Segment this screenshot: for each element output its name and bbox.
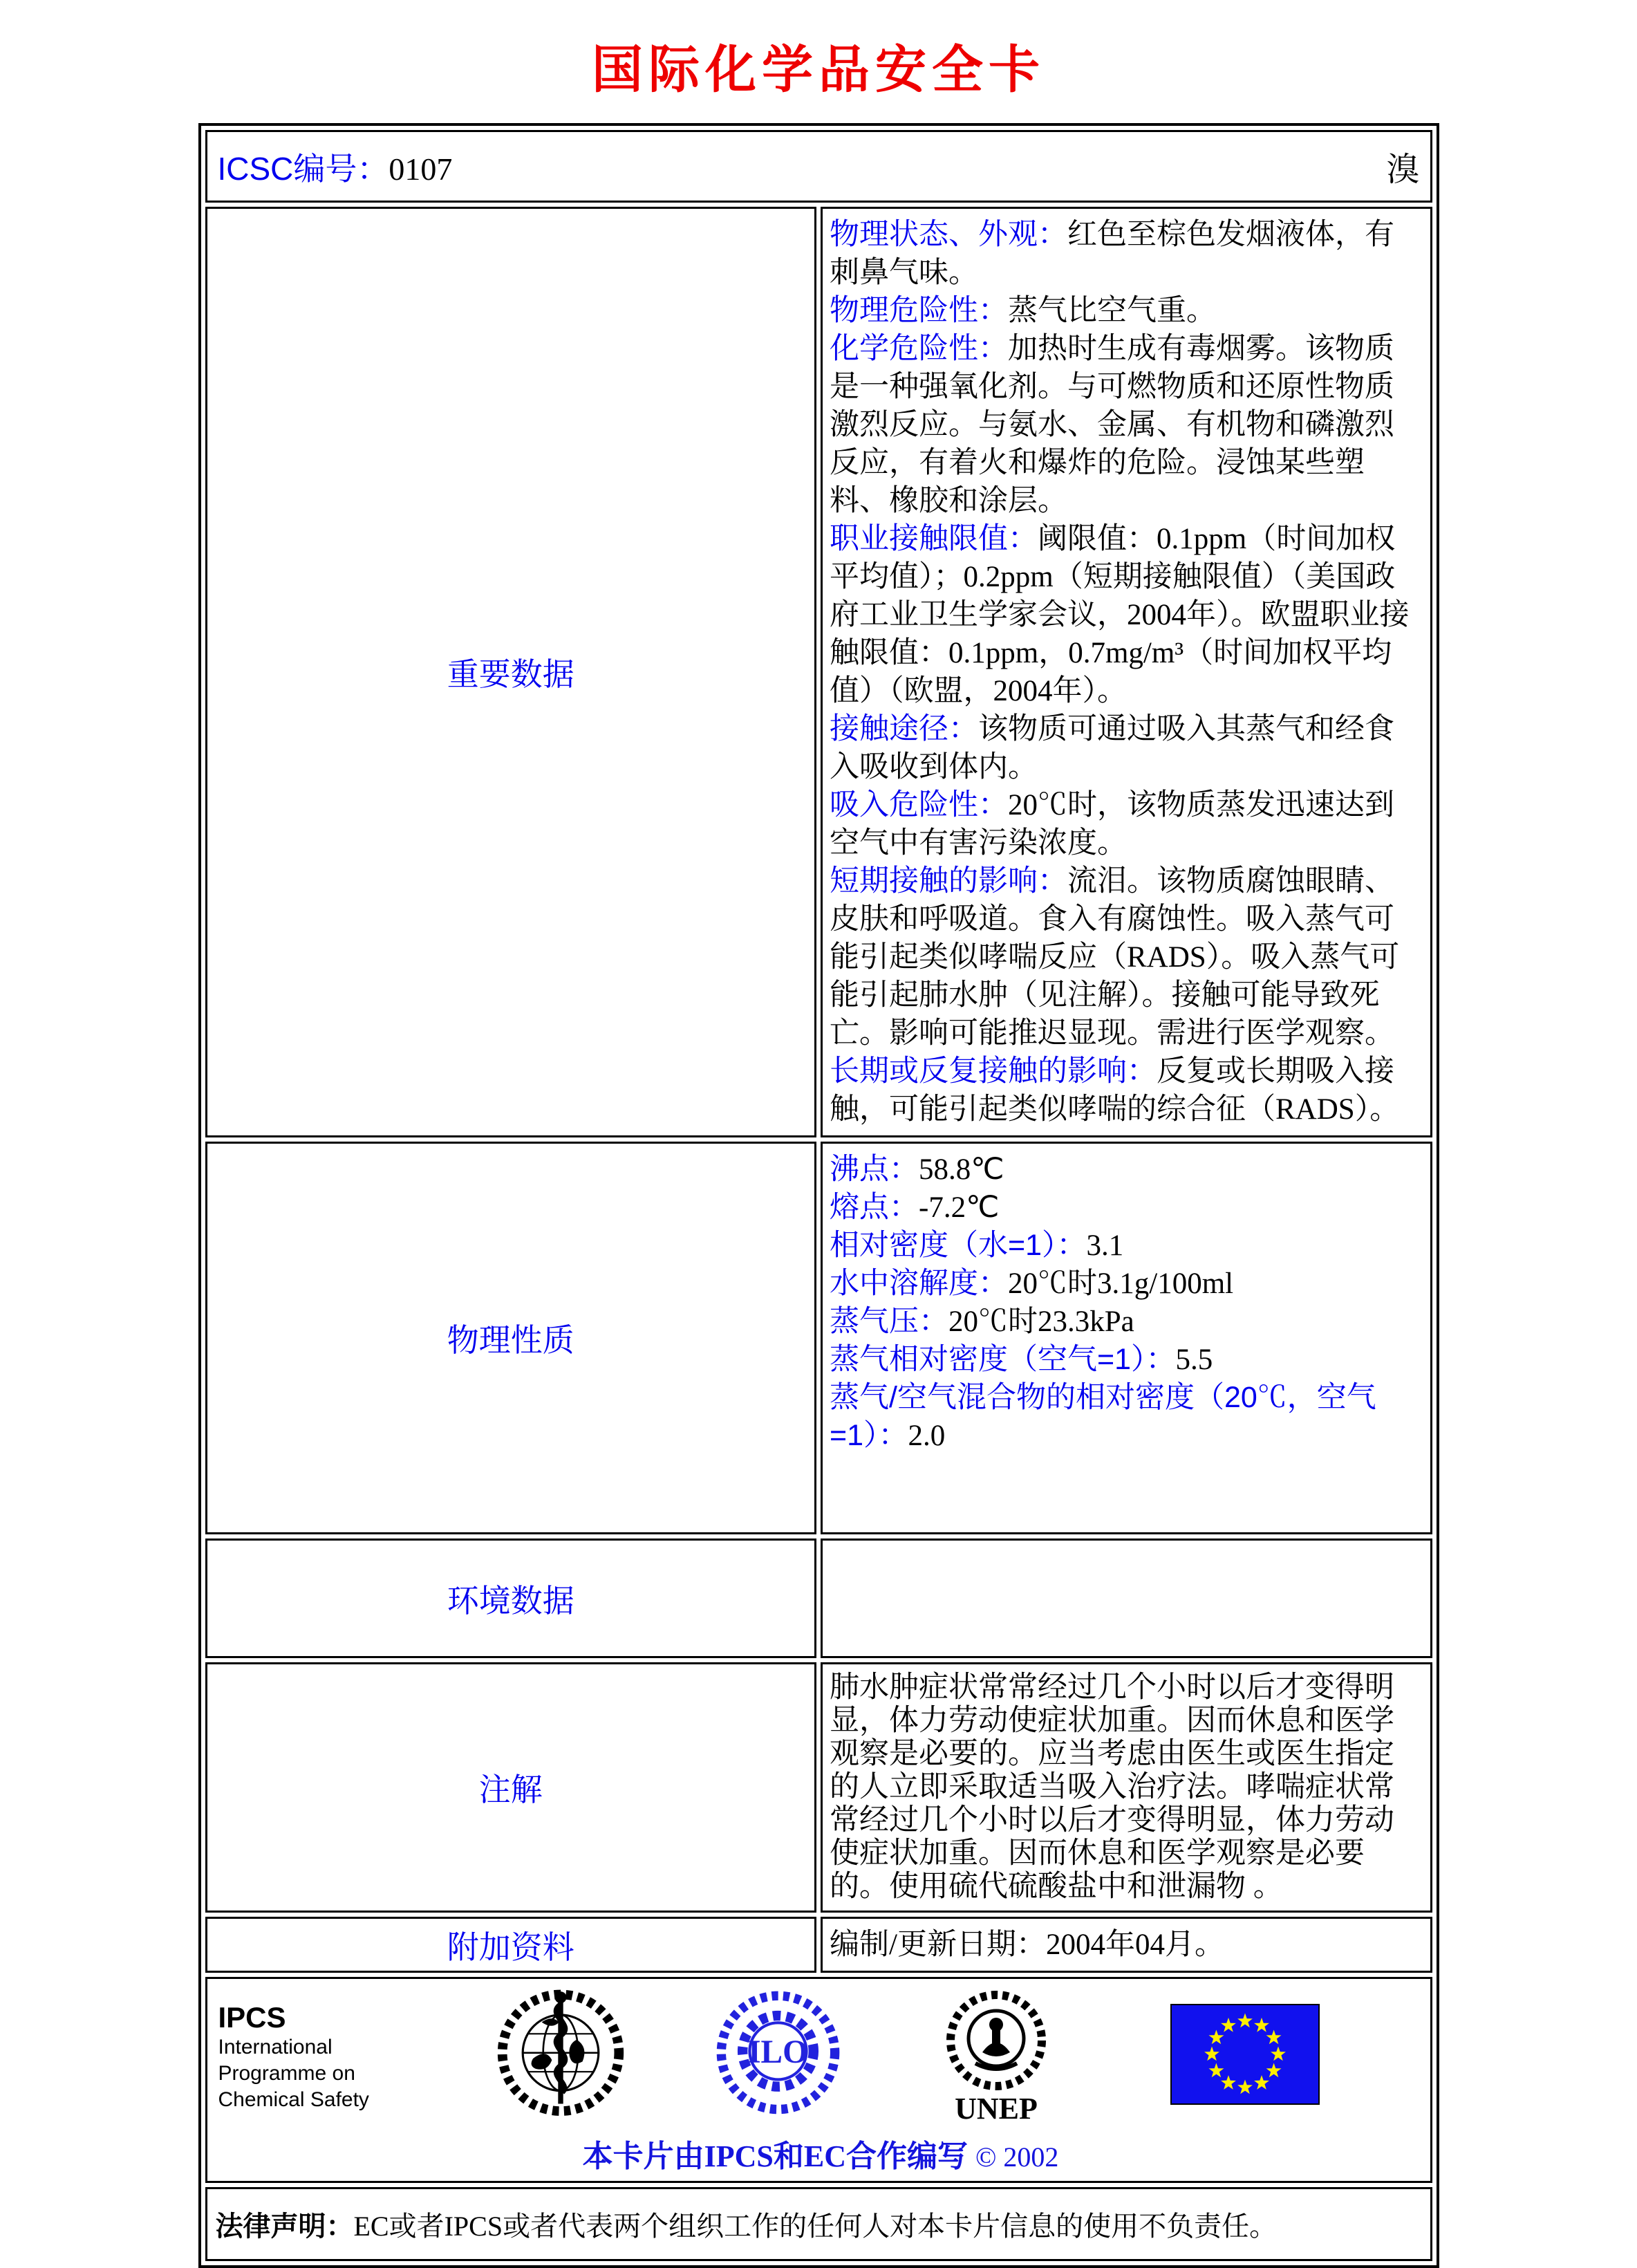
field-label: 相对密度（水=1）：	[830, 1229, 1087, 1262]
who-logo-slot	[447, 1989, 675, 2123]
who-logo-icon	[495, 1989, 626, 2123]
field-line	[830, 1303, 1423, 1341]
legal-label: 法律声明：	[215, 2211, 354, 2242]
field-value: 3.1	[1086, 1229, 1124, 1262]
field-line	[830, 1379, 1423, 1455]
svg-text:UNEP: UNEP	[954, 2092, 1038, 2126]
field-label: 长期或反复接触的影响：	[830, 1054, 1157, 1088]
field-line	[830, 862, 1423, 1052]
physical-properties-content	[821, 1142, 1432, 1534]
field-label: 吸入危险性：	[830, 788, 1008, 821]
caption-text: 本卡片由IPCS和EC合作编写	[582, 2139, 968, 2173]
field-line	[830, 520, 1423, 710]
field-value: 20℃时3.1g/100ml	[1008, 1267, 1234, 1300]
section-label-environmental-data: 环境数据	[205, 1539, 817, 1658]
ipcs-subtitle-line: International	[218, 2036, 333, 2058]
field-label: 化学危险性：	[830, 332, 1008, 365]
environmental-data-row	[205, 1539, 1432, 1658]
notes-content: 肺水肿症状常常经过几个小时以后才变得明显，体力劳动使症状加重。因而休息和医学观察是必要的。应当考虑由医生或医生指定的人立即采取适当吸入治疗法。哮喘症状常常经过几个小时以后才变得明显，体力劳动使症状加重。因而休息和医学观察是必要的。使用硫代硫酸盐中和泄漏物 。	[821, 1662, 1432, 1913]
section-label-additional-info: 附加资料	[205, 1917, 817, 1973]
footer-caption	[218, 2131, 1423, 2175]
safety-card-table	[198, 123, 1439, 2268]
field-line	[830, 1052, 1423, 1128]
footer-cell	[205, 1977, 1432, 2183]
eu-flag-slot	[1110, 1989, 1423, 2105]
physical-properties-row	[205, 1142, 1432, 1534]
header-row	[205, 130, 1432, 203]
field-line	[830, 710, 1423, 786]
ilo-logo-slot	[675, 1989, 882, 2120]
additional-info-row	[205, 1917, 1432, 1973]
field-value: 20℃时23.3kPa	[948, 1305, 1134, 1338]
field-value: -7.2℃	[919, 1191, 1000, 1224]
unep-logo-slot	[882, 1989, 1110, 2127]
ipcs-title: IPCS	[218, 2001, 286, 2034]
field-label: 物理危险性：	[830, 294, 1008, 327]
field-line	[830, 1265, 1423, 1303]
legal-text: EC或者IPCS或者代表两个组织工作的任何人对本卡片信息的使用不负责任。	[353, 2211, 1278, 2242]
important-data-content	[821, 207, 1432, 1137]
section-label-physical-properties: 物理性质	[205, 1142, 817, 1534]
important-data-row	[205, 207, 1432, 1137]
caption-copyright: © 2002	[975, 2141, 1059, 2173]
field-label: 物理状态、外观：	[830, 218, 1067, 251]
field-label: 职业接触限值：	[830, 522, 1038, 555]
ipcs-subtitle-line: Programme on	[218, 2062, 355, 2085]
field-line	[830, 216, 1423, 292]
icsc-number-value: 0107	[389, 151, 453, 187]
ipcs-text-block	[218, 1989, 447, 2113]
field-value: 蒸气比空气重。	[1008, 295, 1216, 327]
additional-info-content: 编制/更新日期：2004年04月。	[821, 1917, 1432, 1973]
field-line	[830, 1151, 1423, 1189]
section-label-important-data: 重要数据	[205, 207, 817, 1137]
field-label: 沸点：	[830, 1153, 919, 1186]
field-value: 阈限值：0.1ppm（时间加权平均值）；0.2ppm（短期接触限值）（美国政府工业卫生学家会议，2004年）。欧盟职业接触限值：0.1ppm，0.7mg/m³（时间加权平均值）（欧盟，2004年）。	[830, 523, 1410, 707]
logo-row	[218, 1989, 1423, 2127]
icsc-number-label: ICSC编号：	[217, 150, 389, 187]
field-label: 蒸气/空气混合物的相对密度（20℃，空气=1）：	[830, 1381, 1376, 1452]
field-value: 5.5	[1175, 1344, 1213, 1376]
field-line	[830, 1341, 1423, 1379]
field-value: 反复或长期吸入接触，可能引起类似哮喘的综合征（RADS）。	[830, 1055, 1400, 1126]
legal-cell	[205, 2187, 1432, 2261]
field-line	[830, 330, 1423, 520]
field-line	[830, 1227, 1423, 1265]
icsc-number-group	[218, 144, 453, 189]
ilo-logo-icon	[714, 1989, 842, 2120]
field-label: 蒸气相对密度（空气=1）：	[830, 1343, 1176, 1376]
field-label: 水中溶解度：	[830, 1267, 1008, 1300]
field-label: 短期接触的影响：	[830, 864, 1067, 898]
field-value: 红色至棕色发烟液体，有刺鼻气味。	[830, 219, 1394, 289]
footer-row	[205, 1977, 1432, 2183]
legal-row	[205, 2187, 1432, 2261]
ipcs-subtitle-line: Chemical Safety	[218, 2088, 369, 2111]
notes-row	[205, 1662, 1432, 1913]
field-line	[830, 786, 1423, 862]
field-label: 熔点：	[830, 1191, 919, 1224]
section-label-notes: 注解	[205, 1662, 817, 1913]
field-value: 该物质可通过吸入其蒸气和经食入吸收到体内。	[830, 713, 1394, 783]
substance-name: 溴	[1386, 151, 1420, 188]
field-value: 加热时生成有毒烟雾。该物质是一种强氧化剂。与可燃物质和还原性物质激烈反应。与氨水、金属、有机物和磷激烈反应，有着火和爆炸的危险。浸蚀某些塑料、橡胶和涂层。	[830, 333, 1394, 517]
field-label: 蒸气压：	[830, 1305, 948, 1338]
page-title: 国际化学品安全卡	[592, 42, 1045, 99]
svg-text:ILO: ILO	[748, 2034, 808, 2070]
field-label: 接触途径：	[830, 712, 978, 745]
eu-flag-icon	[1170, 2004, 1320, 2105]
environmental-data-content	[821, 1539, 1432, 1658]
field-value: 2.0	[908, 1420, 946, 1452]
field-line	[830, 292, 1423, 330]
unep-logo-icon	[930, 1989, 1062, 2127]
header-cell	[205, 130, 1432, 203]
field-value: 流泪。该物质腐蚀眼睛、皮肤和呼吸道。食入有腐蚀性。吸入蒸气可能引起类似哮喘反应（RADS）。吸入蒸气可能引起肺水肿（见注解）。接触可能导致死亡。影响可能推迟显现。需进行医学观察。	[830, 865, 1400, 1050]
field-value: 20℃时，该物质蒸发迅速达到空气中有害污染浓度。	[830, 789, 1394, 859]
field-value: 58.8℃	[919, 1153, 1004, 1186]
field-line	[830, 1189, 1423, 1227]
